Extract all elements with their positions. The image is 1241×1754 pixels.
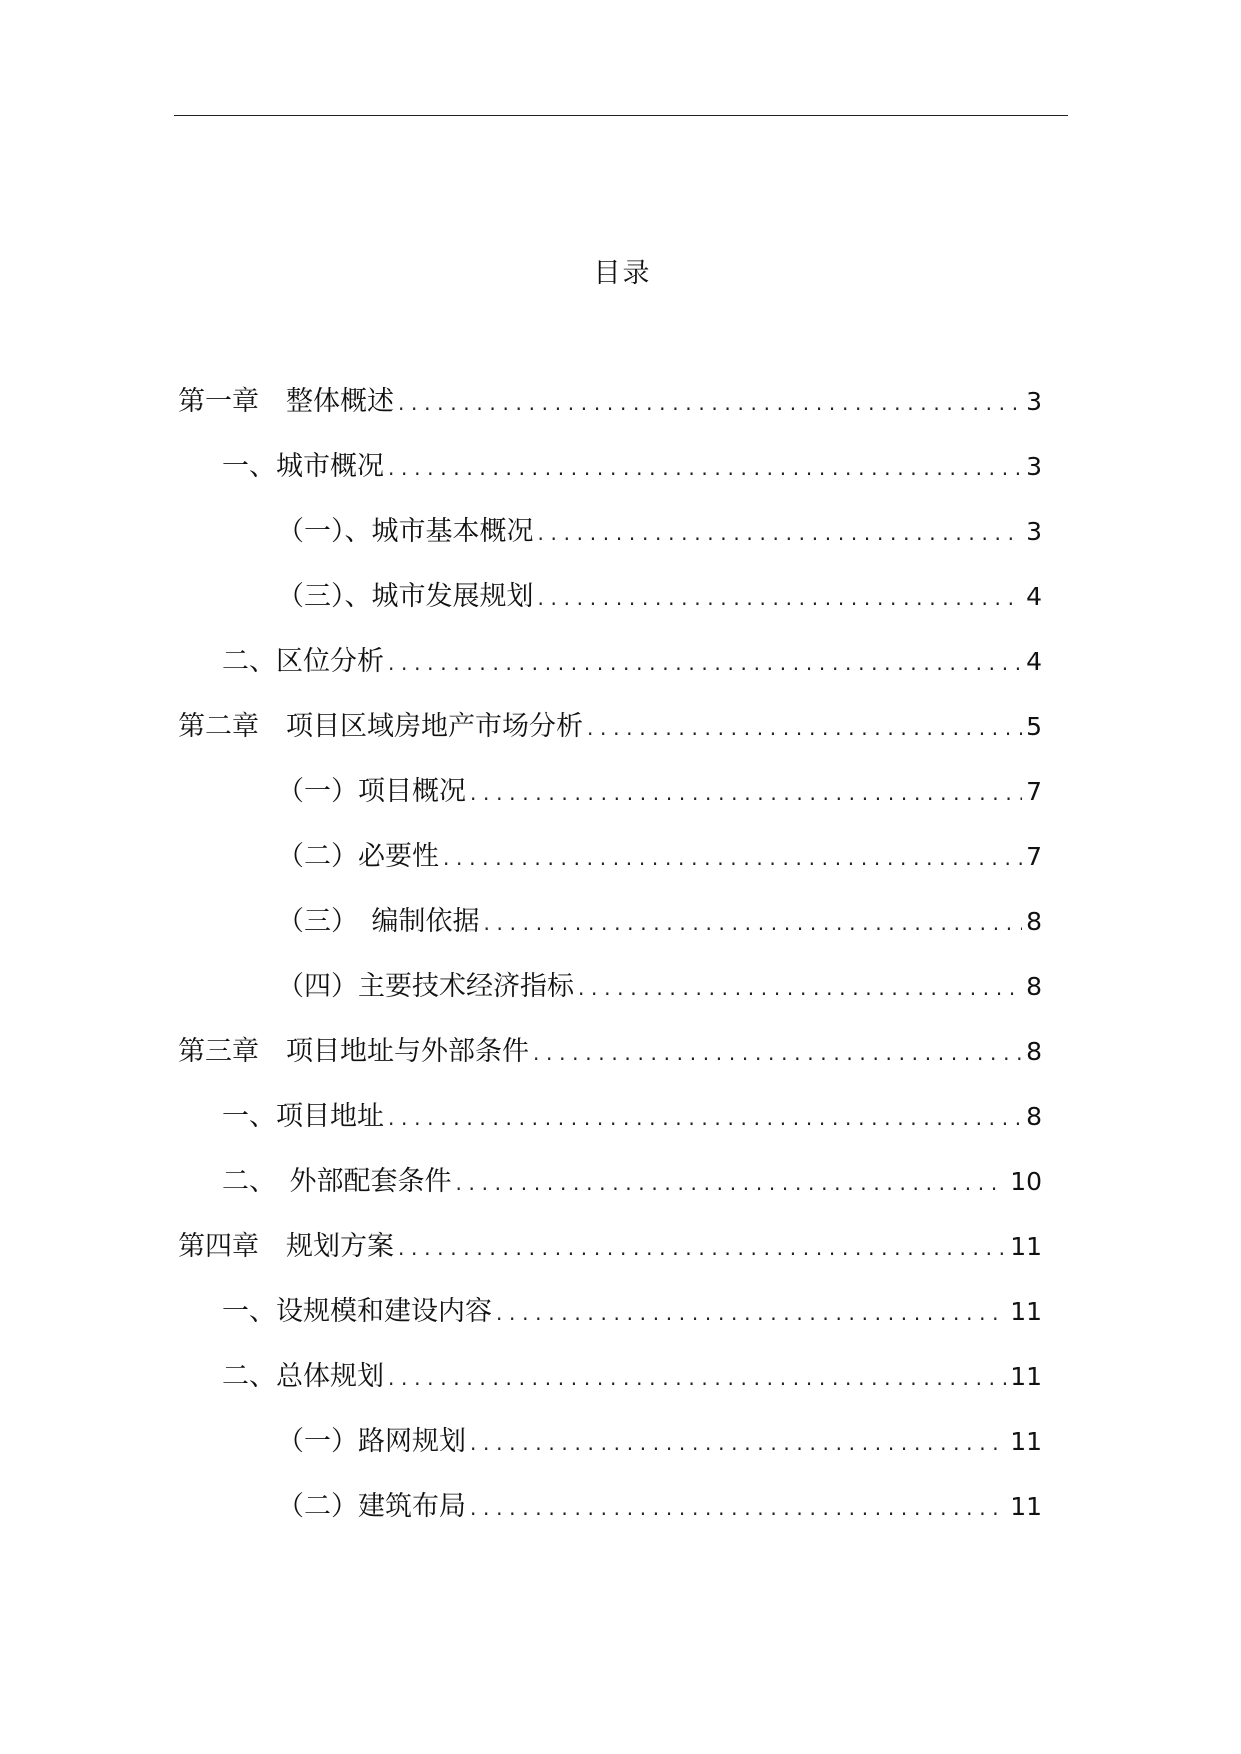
toc-entry-page: 7: [1026, 842, 1042, 871]
toc-entry[interactable]: [277, 577, 1042, 617]
toc-entry[interactable]: [222, 1357, 1042, 1397]
toc-entry-page: 11: [1010, 1427, 1042, 1456]
toc-dot-leader: [496, 1293, 1006, 1333]
toc-entry-label: 二、 外部配套条件: [222, 1166, 452, 1197]
toc-entry[interactable]: [277, 512, 1042, 552]
toc-entry[interactable]: [222, 1162, 1042, 1202]
toc-entry[interactable]: [222, 1097, 1042, 1137]
toc-entry[interactable]: [178, 1032, 1042, 1072]
toc-entry[interactable]: [222, 642, 1042, 682]
toc-entry-page: 8: [1026, 1102, 1042, 1131]
toc-entry-label: （二）建筑布局: [277, 1491, 466, 1522]
toc-dot-leader: [538, 578, 1023, 618]
toc-entry-label: 一、城市概况: [222, 451, 384, 482]
toc-entry[interactable]: [277, 1487, 1042, 1527]
toc-entry-label: 二、总体规划: [222, 1361, 384, 1392]
toc-entry-page: 11: [1010, 1492, 1042, 1521]
toc-entry-label: （一）路网规划: [277, 1426, 466, 1457]
toc-entry-page: 11: [1010, 1232, 1042, 1261]
toc-dot-leader: [587, 708, 1022, 748]
toc-entry[interactable]: [277, 1422, 1042, 1462]
toc-dot-leader: [484, 903, 1023, 943]
toc-dot-leader: [538, 513, 1023, 553]
toc-entry-page: 4: [1026, 647, 1042, 676]
toc-entry-label: （四）主要技术经济指标: [277, 971, 574, 1002]
toc-entry-page: 3: [1026, 517, 1042, 546]
toc-dot-leader: [398, 383, 1022, 423]
toc-dot-leader: [470, 1423, 1006, 1463]
header-rule: [174, 115, 1068, 116]
toc-entry-label: （一）项目概况: [277, 776, 466, 807]
toc-dot-leader: [388, 1358, 1006, 1398]
toc-entry[interactable]: [277, 902, 1042, 942]
toc-entry-label: 一、项目地址: [222, 1101, 384, 1132]
toc-entry-page: 5: [1026, 712, 1042, 741]
toc-entry-label: （三）、城市发展规划: [277, 581, 534, 612]
page-title: 目录: [593, 258, 652, 289]
toc-entry-label: （一）、城市基本概况: [277, 516, 534, 547]
toc-entry[interactable]: [277, 837, 1042, 877]
toc-dot-leader: [398, 1228, 1006, 1268]
toc-dot-leader: [456, 1163, 1007, 1203]
toc-entry-page: 10: [1010, 1167, 1042, 1196]
toc-entry-page: 11: [1010, 1362, 1042, 1391]
toc-entry[interactable]: [277, 772, 1042, 812]
toc-entry[interactable]: [178, 707, 1042, 747]
toc-entry[interactable]: [222, 447, 1042, 487]
toc-entry-label: 第四章 规划方案: [178, 1231, 394, 1262]
toc-entry[interactable]: [178, 1227, 1042, 1267]
toc-entry-page: 3: [1026, 452, 1042, 481]
toc-dot-leader: [578, 968, 1022, 1008]
toc-entry-label: 一、设规模和建设内容: [222, 1296, 492, 1327]
toc-entry-page: 4: [1026, 582, 1042, 611]
toc-entry-label: 第一章 整体概述: [178, 386, 394, 417]
toc-dot-leader: [470, 1488, 1006, 1528]
toc-entry-page: 8: [1026, 1037, 1042, 1066]
toc-entry[interactable]: [277, 967, 1042, 1007]
toc-dot-leader: [388, 448, 1022, 488]
toc-entry-label: 二、区位分析: [222, 646, 384, 677]
toc-entry-page: 11: [1010, 1297, 1042, 1326]
toc-dot-leader: [388, 1098, 1022, 1138]
toc-dot-leader: [388, 643, 1022, 683]
toc-entry-page: 3: [1026, 387, 1042, 416]
toc-dot-leader: [533, 1033, 1022, 1073]
toc-entry-page: 8: [1026, 972, 1042, 1001]
toc-entry-page: 7: [1026, 777, 1042, 806]
toc-entry-label: 第二章 项目区域房地产市场分析: [178, 711, 583, 742]
toc-entry[interactable]: [178, 382, 1042, 422]
toc-dot-leader: [470, 773, 1022, 813]
toc-entry-label: （二）必要性: [277, 841, 439, 872]
toc-entry-label: （三） 编制依据: [277, 906, 480, 937]
toc-entry[interactable]: [222, 1292, 1042, 1332]
toc-dot-leader: [443, 838, 1022, 878]
toc-entry-label: 第三章 项目地址与外部条件: [178, 1036, 529, 1067]
toc-entry-page: 8: [1026, 907, 1042, 936]
